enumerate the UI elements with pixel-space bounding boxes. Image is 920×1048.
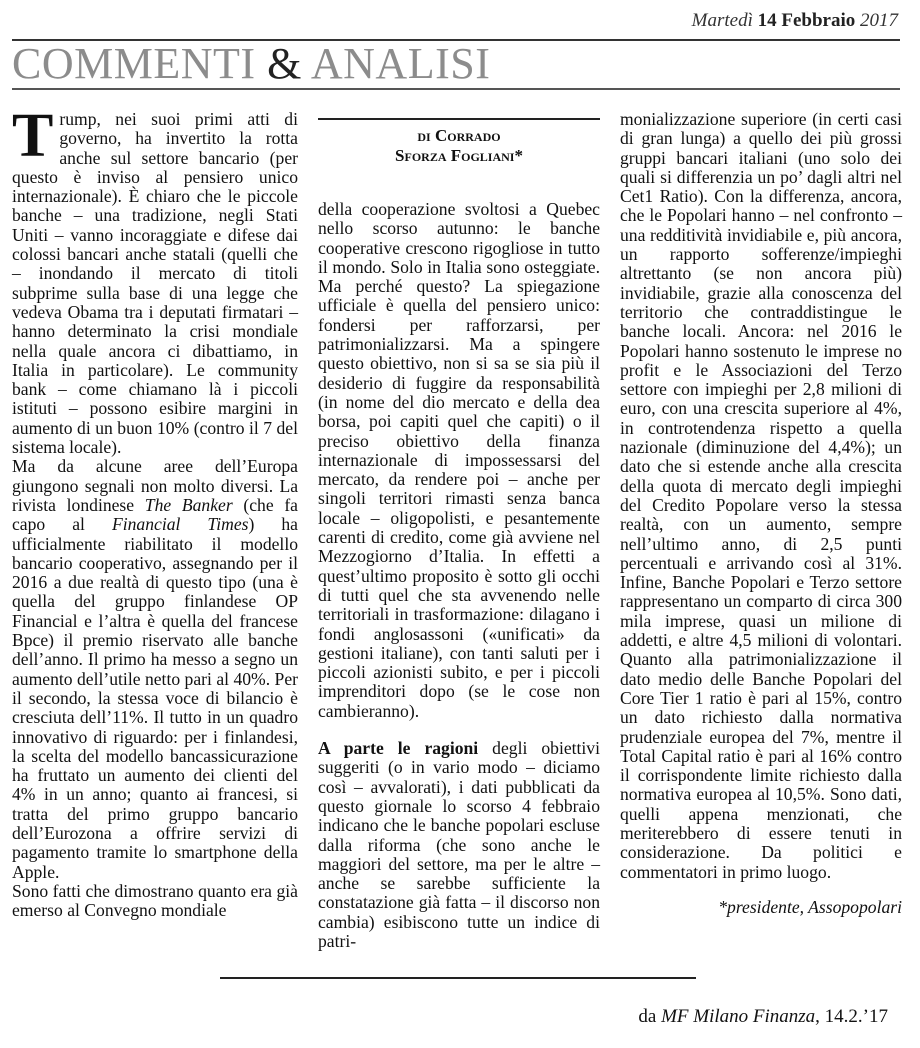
source-date: , 14.2.’17	[815, 1006, 888, 1027]
author-signature: *presidente, Assopopolari	[718, 896, 902, 917]
paragraph-2	[12, 457, 298, 882]
section-title	[12, 39, 491, 88]
newspaper-name: Financial Times	[111, 514, 249, 535]
source-credit	[638, 1006, 888, 1028]
article-end-rule	[220, 977, 696, 979]
article-column-3	[620, 110, 902, 917]
paragraph-1	[12, 102, 298, 458]
header-rule-bottom	[12, 88, 900, 90]
section-title-left: COMMENTI	[12, 39, 256, 88]
paragraph-4: della cooperazione svoltosi a Quebec nello scorso autunno: le banche cooperative crescono rigogliose in tutto il mondo. Solo in Italia sono osteggiate. Ma perché questo? La spiegazione ufficiale è quella del pensiero unico: fondersi per rafforzarsi, per patrimonializzarsi. Ma a spingere questo obiettivo, non si sa se sia più il desiderio di fuggire da responsabilità (in nome del dio mercato e della dea borsa, poi capiti quel che capiti) o il preciso obiettivo della finanza internazionale di impossessarsi del mercato, da rendere poi – anche per singoli territori rimasti senza banca locale – oligopolisti, e pesantemente carenti di credito, come già avviene nel Mezzogiorno d’Italia. In effetti a quest’ultimo proposito è sotto gli occhi di tutti quel che sta avvenendo nelle territoriali in trasformazione: dilagano i fondi anglosassoni («unificati» da gestioni italiane), con tanti saluti per i piccoli azionisti subito, e per i piccoli imprenditori dopo (se le cose non cambieranno).	[318, 199, 600, 721]
magazine-name: The Banker	[144, 494, 233, 515]
paragraph-3: Sono fatti che dimostrano quanto era già emerso al Convegno mondiale	[12, 880, 298, 921]
byline-line-2: Sforza Fogliani*	[395, 146, 523, 165]
paragraph-2-text-a: Ma da alcune aree dell’Europa giungono segnali non molto diversi. La rivista londinese	[12, 456, 298, 515]
section-title-right: ANALISI	[310, 39, 491, 88]
issue-year: 2017	[860, 10, 898, 31]
lead-in: A parte le ragioni	[318, 738, 479, 759]
paragraph-1-text: rump, nei suoi primi atti di governo, ha invertito la rotta anche sul settore bancario (per questo è inviso al pensiero unico internazionale). È chiaro che le piccole banche – una tradizione, negli Stati Uniti – vanno incoraggiate e difese dai colossi bancari anche statali (quelli che – inondando il mercato di titoli subprime sulla base di una legge che vedeva Obama tra i deputati firmatari – hanno determinato la crisi mondiale nella quale ancora ci dibattiamo, in Italia in particolare). Le community bank – come chiamano là i piccoli istituti – possono esibire margini in aumento di un buon 10% (contro il 7 del sistema locale).	[12, 109, 298, 458]
drop-cap: T	[12, 102, 54, 170]
paragraph-2-text-b: (che fa capo al	[12, 494, 298, 535]
issue-weekday: Martedì	[691, 10, 753, 31]
source-prefix: da	[638, 1006, 662, 1027]
issue-day-month: 14 Febbraio	[757, 10, 856, 31]
issue-date	[692, 10, 898, 32]
paragraph-6: monializzazione superiore (in certi casi di gran lunga) a quello dei più grossi gruppi bancari italiani (uno solo dei quali si differenzia un po’ dagli altri nel Cet1 Ratio). Con la differenza, ancora, che le Popolari hanno – nel confronto – una redditività invidiabile e, più ancora, un rapporto sofferenze/impieghi altrettanto (se non ancora più) invidiabile, grazie alla conoscenza del territorio che contraddistingue le banche locali. Ancora: nel 2016 le Popolari hanno sostenuto le imprese no profit e le Associazioni del Terzo settore con impieghi per 2,8 milioni di euro, con una crescita superiore al 4%, in controtendenza rispetto a quella nazionale (diminuzione del 4,4%); un dato che si estende anche alla crescita della quota di mercato degli impieghi del Credito Popolare verso la stessa realtà, con un aumento, sempre nell’ultimo anno, di 2,5 punti percentuali e arrivando così al 31%. Infine, Banche Popolari e Terzo settore rappresentano un comparto di circa 300 mila imprese, quasi un milione di addetti, e altre 4,5 milioni di volontari. Quanto alla patrimonializzazione il dato medio delle Banche Popolari del Core Tier 1 ratio è pari al 15%, contro un dato richiesto dalla normativa prudenziale europea del 7%, mentre il Total Capital ratio è pari al 16% contro il corrispondente limite richiesto dalla normativa europea al 10,5%. Sono dati, quelli appena menzionati, che meriterebbero di essere tenuti in considerazione. Da politici e commentatori in primo luogo.	[620, 109, 902, 882]
article-column-1	[12, 102, 298, 921]
paragraph-5	[318, 739, 600, 951]
paragraph-gap	[318, 721, 600, 739]
source-publication: MF Milano Finanza	[661, 1006, 816, 1027]
paragraph-5-text: degli obiettivi suggeriti (o in vario modo – diciamo così – avvalorati), i dati pubblicati da questo giornale lo scorso 4 febbraio indicano che le banche popolari escluse dalla riforma (che sono anche le maggiori del settore, ma per le altre – anche se sarebbe sufficiente la constatazione già fatta – il discorso non cambia) esibiscono tutte un indice di patri-	[318, 738, 600, 951]
byline-line-1: di Corrado	[417, 126, 501, 145]
section-title-ampersand: &	[267, 39, 302, 88]
byline	[318, 118, 600, 166]
article-column-2	[318, 118, 600, 951]
paragraph-2-text-c: ) ha ufficialmente riabilitato il modello bancario cooperativo, assegnando per il 2016 a due realtà di questo tipo (una è quella del gruppo finlandese OP Financial e l’altra è quella del francese Bpce) il premio riservato alle banche dell’anno. Il primo ha messo a segno un aumento dell’utile netto pari al 40%. Per il secondo, la stessa voce di bilancio è cresciuta dell’11%. Il tutto in un quadro innovativo di riguardo: per i finlandesi, la scelta del modello bancassicurazione ha fruttato un aumento dei clienti del 4% in un anno; quanto ai francesi, si tratta del primo gruppo bancario dell’Eurozona a offrire servizi di pagamento tramite lo smartphone della Apple.	[12, 514, 298, 882]
